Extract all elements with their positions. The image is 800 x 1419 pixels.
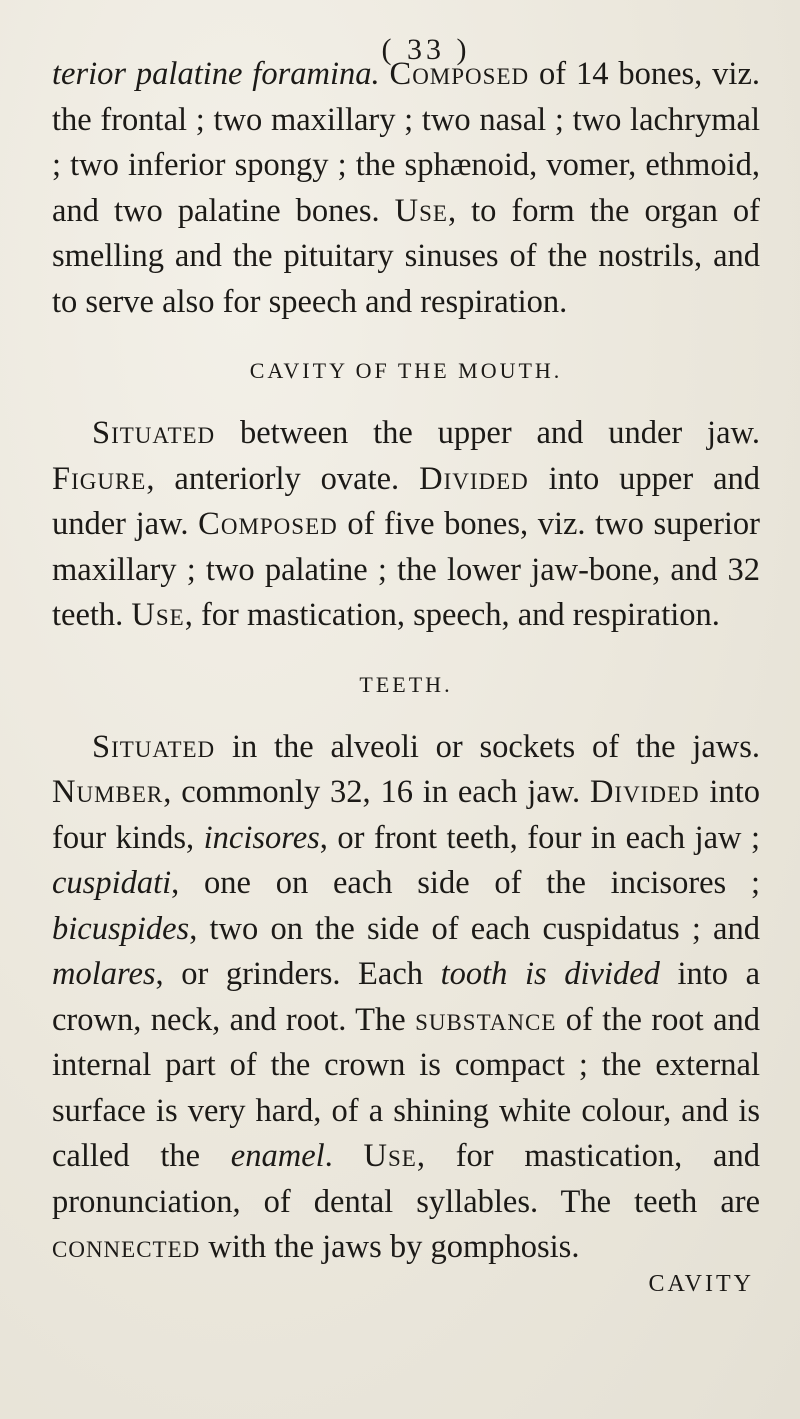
text-run: , anteriorly ovate. — [146, 460, 420, 497]
section-heading-teeth: TEETH. — [359, 671, 453, 697]
text-run: of five bones, viz. two superior maxillary ; two palatine ; the lower jaw-bone, and 32 teeth. — [52, 506, 760, 633]
italic-term: bicuspides — [52, 910, 190, 947]
keyword: substance — [415, 1001, 557, 1038]
keyword: Situated — [92, 415, 216, 451]
italic-term: terior palatine foramina. — [52, 56, 380, 92]
text-run: , or front teeth, four in each jaw ; — [319, 819, 761, 856]
keyword: Composed — [198, 506, 338, 542]
keyword: Number — [52, 774, 164, 810]
text-run: of the root and internal part of the crown is compact ; the external surface is very hard, of a shining white colour, and is called the — [52, 1001, 760, 1174]
keyword: Composed — [389, 56, 530, 92]
italic-term: molares — [52, 956, 156, 992]
keyword: connected — [52, 1229, 201, 1265]
text-run: , commonly 32, 16 in each jaw. — [163, 774, 590, 810]
text-run: into a crown, neck, and root. The — [52, 956, 760, 1038]
text-run: with the jaws by gomphosis. — [200, 1229, 580, 1265]
text-run: . — [324, 1138, 364, 1174]
italic-term: cuspidati — [52, 865, 172, 901]
text-run: in the alveoli or sockets of the jaws. — [215, 728, 760, 765]
text-run: , two on the side of each cuspidatus ; and — [189, 910, 760, 947]
text-run: between the upper and under jaw. — [215, 415, 760, 451]
italic-term: tooth is divided — [440, 956, 660, 992]
text-run: , one on each side of the incisores ; — [171, 865, 760, 901]
keyword: Use — [394, 192, 448, 229]
text-run: , for mastication, and pronunciation, of dental syllables. The teeth are — [52, 1138, 760, 1220]
text-run: of 14 bones, viz. the frontal ; two maxillary ; two nasal ; two lachrymal ; two inferior spongy ; the sphænoid, vomer, ethmoid, and two palatine bones. — [52, 56, 760, 229]
italic-term: enamel — [230, 1138, 325, 1174]
catchword: CAVITY — [648, 1270, 754, 1297]
text-run: , or grinders. Each — [155, 956, 441, 992]
italic-term: incisores — [203, 819, 320, 856]
keyword: Divided — [419, 460, 529, 497]
keyword: Figure — [52, 460, 147, 497]
page-number: ( 33 ) — [381, 33, 471, 66]
keyword: Use — [131, 597, 185, 633]
text-run: , for mastication, speech, and respiration. — [184, 597, 720, 633]
keyword: Use — [363, 1138, 417, 1174]
text-run: into four kinds, — [52, 774, 760, 856]
teeth-paragraph — [52, 725, 760, 1271]
text-run: , to form the organ of smelling and the pituitary sinuses of the nostrils, and to serve also for speech and respiration. — [52, 192, 760, 320]
keyword: Situated — [92, 728, 216, 765]
text-run: into upper and under jaw. — [52, 460, 761, 542]
nose-section-continuation — [52, 52, 760, 325]
section-heading-mouth: CAVITY OF THE MOUTH. — [249, 358, 563, 383]
keyword: Divided — [589, 774, 700, 810]
mouth-paragraph — [52, 411, 760, 639]
